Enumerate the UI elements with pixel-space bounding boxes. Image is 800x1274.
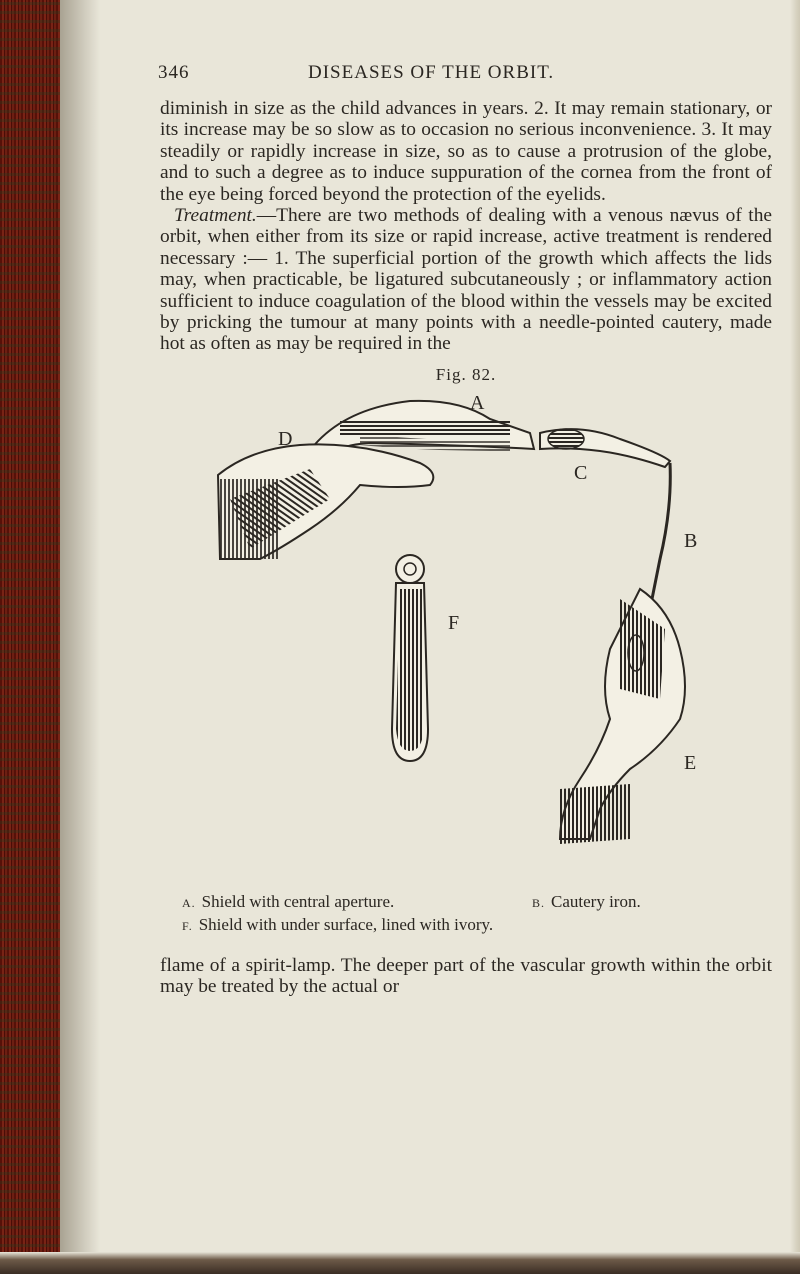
treatment-text: —There are two methods of dealing with a venous nævus of the orbit, when either from its size or rapid increase, active treatment is rendered necessary :— 1. The superficial portion of the growth which affects the lids may, when practicable, be ligatured subcutaneously ; or inflammatory action sufficient to induce coagulation of the blood within the vessels may be excited by pricking the tumour at many points with a needle-pointed cautery, made hot as often as may be required in the: [160, 205, 772, 355]
figure-82: [160, 365, 772, 885]
caption-b-letter: B.: [532, 895, 546, 910]
book-page-edges: [0, 0, 60, 1274]
caption-f-letter: F.: [182, 918, 193, 933]
right-hand: [560, 589, 685, 844]
caption-f: [160, 914, 493, 937]
label-d: D: [278, 427, 293, 450]
caption-b: [532, 891, 641, 914]
shield-f: [392, 555, 428, 761]
label-e: E: [684, 751, 697, 774]
caption-f-text: Shield with under surface, lined with ivory.: [198, 914, 494, 934]
label-b: B: [684, 529, 698, 552]
label-a: A: [470, 391, 485, 414]
caption-a-text: Shield with central aperture.: [201, 891, 395, 911]
bottom-page-edge: [0, 1252, 800, 1274]
paragraph-treatment: [160, 205, 772, 355]
caption-a: [160, 891, 532, 914]
figure-captions: [160, 891, 772, 937]
treatment-heading: Treatment.: [174, 205, 257, 227]
book-page: [160, 62, 772, 998]
page-header: [160, 62, 772, 84]
paragraph-continuation: flame of a spirit-lamp. The deeper part of the vascular growth within the orbit may be treated by the actual or: [160, 954, 772, 998]
cautery-wire: [648, 463, 670, 619]
caption-row-2: [160, 914, 772, 937]
left-hand: [218, 444, 433, 559]
gutter-shadow: [60, 0, 100, 1274]
label-f: F: [448, 611, 460, 634]
cautery-handle: [540, 429, 670, 467]
caption-a-letter: A.: [182, 895, 196, 910]
cautery-illustration: [160, 389, 772, 885]
running-title: DISEASES OF THE ORBIT.: [308, 62, 555, 83]
page-number: 346: [158, 62, 190, 83]
right-page-edge: [790, 0, 800, 1274]
continuation-text: [160, 955, 772, 998]
caption-row-1: [160, 891, 772, 914]
figure-label: Fig. 82.: [435, 364, 497, 384]
body-text: [160, 98, 772, 355]
caption-b-text: Cautery iron.: [551, 891, 641, 911]
paragraph-prognosis: diminish in size as the child advances in years. 2. It may remain stationary, or its increase may be so slow as to occasion no serious inconvenience. 3. It may steadily or rapidly increase in size, so as to cause a protrusion of the globe, and to such a degree as to induce suppuration of the cornea from the front of the eye being forced beyond the protection of the eyelids.: [160, 98, 772, 205]
label-c: C: [574, 461, 588, 484]
